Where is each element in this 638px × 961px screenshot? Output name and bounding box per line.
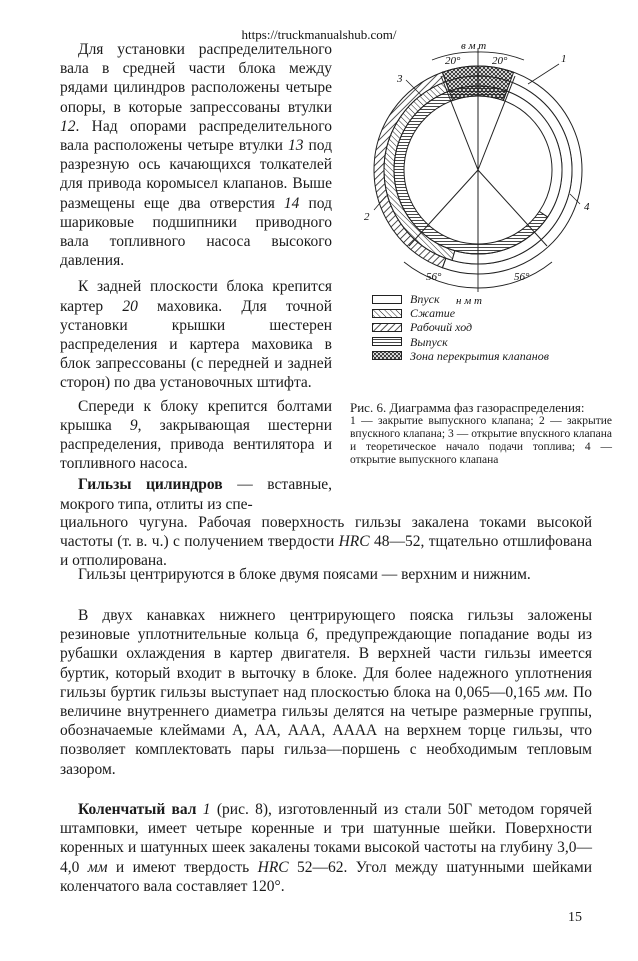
text: (рис. 8), изготовленный из стали 50Г методом горячей штамповки, имеет четыре коренные и три шатунные шейки. Поверхности коренных и шатунных шеек закалены токами высокой частоты на глубину 3,0—4,0	[60, 801, 593, 876]
paragraph-crankshaft	[60, 800, 592, 896]
text: циального чугуна. Рабочая поверхность гильзы закалена токами высокой частоты (т. в. ч.) с получением твердости	[60, 514, 592, 551]
paragraph-liner-centering	[60, 565, 592, 584]
leader-1	[528, 64, 559, 84]
text: Для установки распределительного вала в средней части блока между рядами цилиндров расположены четыре опоры, в которые запрессованы втулки	[60, 41, 332, 116]
text: 48—52, тщательно отшлифована и отполирована.	[60, 533, 592, 570]
text: По величине внутреннего диаметра гильзы делятся на четыре размерные группы, обозначаемые клеймами А, АА, ААА, АААА на верхнем торце гильзы, что позволяет комплектовать пары гильза—поршень с необходимым тепловым зазором.	[60, 683, 592, 778]
text: 52—62. Угол между шатунными шейками коленчатого вала составляет 120°.	[60, 858, 592, 895]
angle-label-bottom-left: 56°	[426, 271, 442, 283]
legend-label: Рабочий ход	[410, 320, 473, 335]
left-column	[60, 40, 332, 514]
ref-20: 20	[122, 297, 138, 315]
text: К задней плоскости блока крепится картер	[60, 278, 332, 315]
text: В двух канавках нижнего центрирующего пояска гильзы заложены резиновые уплотнительные кольца	[60, 607, 592, 644]
ref-13: 13	[287, 137, 304, 155]
text: под разрезную ось качающихся толкателей для привода коромысел клапанов. Выше размещены еще два отверстия	[60, 137, 332, 212]
legend-swatch	[372, 351, 402, 360]
legend-label: Выпуск	[410, 334, 448, 349]
angle-label-top-right: 20°	[492, 55, 508, 67]
paragraph-liners-start	[60, 475, 332, 513]
figure-caption	[350, 400, 612, 467]
text: . Над опорами распределительного вала расположены четыре втулки	[60, 117, 332, 155]
angle-label-bottom-right: 56°	[514, 271, 530, 283]
callout-1: 1	[561, 53, 567, 65]
legend-item-intake	[372, 292, 612, 306]
text: — вставные, мокрого типа, отлиты из спе-	[60, 476, 333, 513]
legend-swatch	[372, 337, 402, 346]
legend-label: Впуск	[410, 292, 440, 306]
legend-swatch	[372, 323, 402, 332]
label-bdc: н м т	[456, 295, 482, 307]
legend-item-overlap	[372, 349, 612, 363]
text: и имеют твердость	[107, 858, 258, 876]
angle-label-top-left: 20°	[445, 55, 461, 67]
text: , закрывающая шестерни распределения, привода вентилятора и топливного насоса.	[60, 416, 332, 473]
ref-6: 6,	[306, 626, 319, 644]
ref-12: 12	[60, 117, 76, 135]
legend-swatch	[372, 295, 402, 304]
text: маховика. Для точной установки крышки шестерен распределения и картера маховика в блок запрессованы (с передней и задней сторон) по два установочных штифта.	[60, 297, 332, 392]
callout-2: 2	[364, 211, 370, 223]
paragraph-flywheel-housing	[60, 277, 332, 392]
legend-swatch	[372, 309, 402, 318]
hrc: HRC	[257, 858, 289, 876]
page-number: 15	[568, 910, 582, 925]
paragraph-camshaft-supports	[60, 40, 332, 270]
legend-label: Сжатие	[410, 306, 456, 321]
callout-3: 3	[397, 73, 403, 85]
ref-1: 1	[196, 801, 211, 818]
label-tdc: в м т	[461, 40, 487, 52]
caption-title: Рис. 6. Диаграмма фаз газораспределения:	[350, 400, 585, 415]
paragraph-sealing-rings	[60, 606, 592, 779]
paragraph-liner-surface	[60, 513, 592, 571]
unit-mm: мм.	[544, 683, 569, 701]
callout-4: 4	[584, 201, 590, 213]
section-heading: Коленчатый вал	[78, 801, 197, 818]
caption-body: 1 — закрытие выпускного клапана; 2 — закрытие впускного клапана; 3 — открытие впускного клапана и теоретическое начало подачи топлива; 4 — открытие выпускного клапана	[350, 415, 612, 466]
figure-legend	[372, 292, 612, 363]
source-url: https://truckmanualshub.com/	[241, 27, 397, 42]
hrc: HRC	[338, 533, 370, 551]
line-56-right	[478, 170, 547, 246]
paragraph-front-cover	[60, 397, 332, 474]
text: под шариковые подшипники приводного вала топливного насоса высокого давления.	[60, 194, 332, 270]
legend-item-power	[372, 320, 612, 334]
ref-9: 9	[129, 416, 138, 434]
ref-14: 14	[283, 194, 300, 212]
text: Гильзы центрируются в блоке двумя поясами — верхним и нижним.	[78, 566, 531, 583]
text: Спереди к блоку крепится болтами крышка	[60, 397, 332, 434]
legend-label: Зона перекрытия клапанов	[410, 348, 549, 363]
section-heading: Гильзы цилиндров	[78, 476, 223, 494]
legend-item-compression	[372, 306, 612, 320]
unit-mm: мм	[87, 858, 108, 876]
line-56-left	[409, 170, 478, 246]
legend-item-exhaust	[372, 335, 612, 349]
text: предупреждающие попадание воды из рубашки охлаждения в картер двигателя. В верхней части гильзы имеется буртик, который входит в выточку в блоке. Для более надежного уплотнения гильзы буртик гильзы выступает над плоскостью блока на 0,065—0,165	[60, 626, 592, 701]
